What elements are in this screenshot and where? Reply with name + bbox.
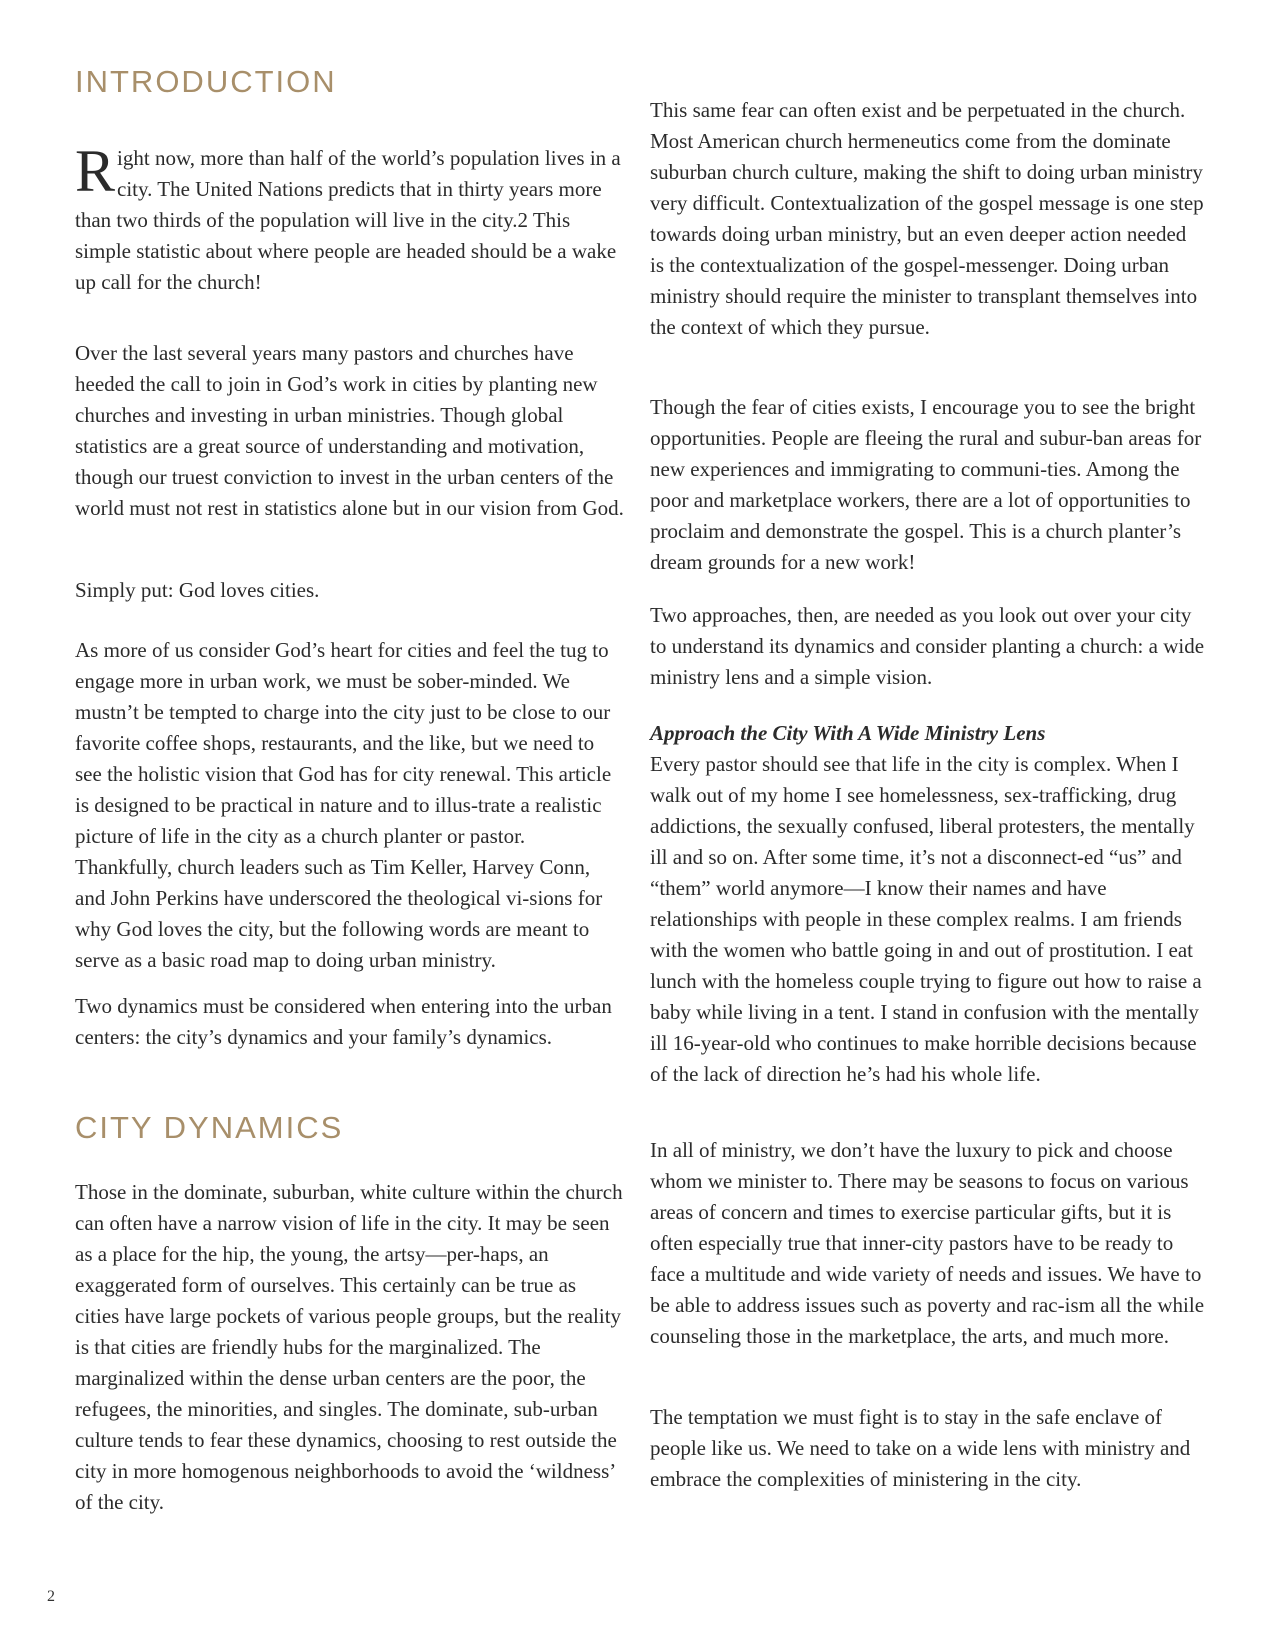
right-paragraph-4: Every pastor should see that life in the city is complex. When I walk out of my home I see homelessness, sex-trafficking, drug addictions, the sexually confused, liberal protesters, the mentally ill and so on. After some time, it’s not a disconnect-ed “us” and “them” world anymore—I know their names and have relationships with people in these complex realms. I am friends with the women who battle going in and out of prostitution. I eat lunch with the homeless couple trying to figure out how to raise a baby while living in a tent. I stand in confusion with the mentally ill 16-year-old who continues to make horrible decisions because of the lack of direction he’s had his whole life. — [650, 752, 1202, 1086]
city-dynamics-paragraph: Those in the dominate, suburban, white culture within the church can often have a narrow vision of life in the city. It may be seen as a place for the hip, the young, the artsy—per-haps, an exaggerated form of ourselves. This certainly can be true as cities have large pockets of various people groups, but the reality is that cities are friendly hubs for the marginalized. The marginalized within the dense urban centers are the poor, the refugees, the minorities, and singles. The dominate, sub-urban culture tends to fear these dynamics, choosing to rest outside the city in more homogenous neighborhoods to avoid the ‘wildness’ of the city. — [75, 1180, 623, 1514]
right-paragraph-5: In all of ministry, we don’t have the luxury to pick and choose whom we minister to. There may be seasons to focus on various areas of concern and times to exercise particular gifts, but it is often especially true that inner-city pastors have to be ready to face a multitude and wide variety of needs and issues. We have to be able to address issues such as poverty and rac-ism all the while counseling those in the marketplace, the arts, and much more. — [650, 1138, 1205, 1348]
intro-paragraph-1-text: ight now, more than half of the world’s population lives in a city. The United Nations predicts that in thirty years more than two thirds of the population will live in the city.2 This simple statistic about where people are headed should be a wake up call for the church! — [75, 146, 621, 294]
intro-paragraph-1 — [75, 138, 625, 298]
intro-paragraph-4: As more of us consider God’s heart for cities and feel the tug to engage more in urban work, we must be sober-minded. We mustn’t be tempted to charge into the city just to be close to our favorite coffee shops, restaurants, and the like, but we need to see the holistic vision that God has for city renewal. This article is designed to be practical in nature and to illus-trate a realistic picture of life in the city as a church planter or pastor. Thankfully, church leaders such as Tim Keller, Harvey Conn, and John Perkins have underscored the theological vi-sions for why God loves the city, but the following words are meant to serve as a basic road map to doing urban ministry. — [75, 638, 612, 972]
right-paragraph-3: Two approaches, then, are needed as you look out over your city to understand its dynamics and consider planting a church: a wide ministry lens and a simple vision. — [650, 603, 1205, 689]
drop-cap: R — [75, 138, 116, 204]
right-paragraph-2: Though the fear of cities exists, I encourage you to see the bright opportunities. People are fleeing the rural and subur-ban areas for new experiences and immigrating to communi-ties. Among the poor and marketplace workers, there are a lot of opportunities to proclaim and demonstrate the gospel. This is a church planter’s dream grounds for a new work! — [650, 395, 1202, 574]
intro-paragraph-5: Two dynamics must be considered when entering into the urban centers: the city’s dynamics and your family’s dynamics. — [75, 994, 612, 1049]
right-paragraph-6: The temptation we must fight is to stay in the safe enclave of people like us. We need to take on a wide lens with ministry and embrace the complexities of ministering in the city. — [650, 1405, 1191, 1491]
intro-paragraph-3: Simply put: God loves cities. — [75, 578, 320, 602]
introduction-heading: INTRODUCTION — [75, 64, 337, 99]
wide-lens-subheading: Approach the City With A Wide Ministry Lens — [650, 721, 1046, 745]
page-number: 2 — [47, 1588, 55, 1605]
right-paragraph-1: This same fear can often exist and be perpetuated in the church. Most American church hermeneutics come from the dominate suburban church culture, making the shift to doing urban ministry very difficult. Contextualization of the gospel message is one step towards doing urban ministry, but an even deeper action needed is the contextualization of the gospel-messenger. Doing urban ministry should require the minister to transplant themselves into the context of which they pursue. — [650, 98, 1204, 339]
city-dynamics-heading: CITY DYNAMICS — [75, 1110, 344, 1145]
intro-paragraph-2: Over the last several years many pastors and churches have heeded the call to join in God’s work in cities by planting new churches and investing in urban ministries. Though global statistics are a great source of understanding and motivation, though our truest conviction to invest in the urban centers of the world must not rest in statistics alone but in our vision from God. — [75, 341, 624, 520]
